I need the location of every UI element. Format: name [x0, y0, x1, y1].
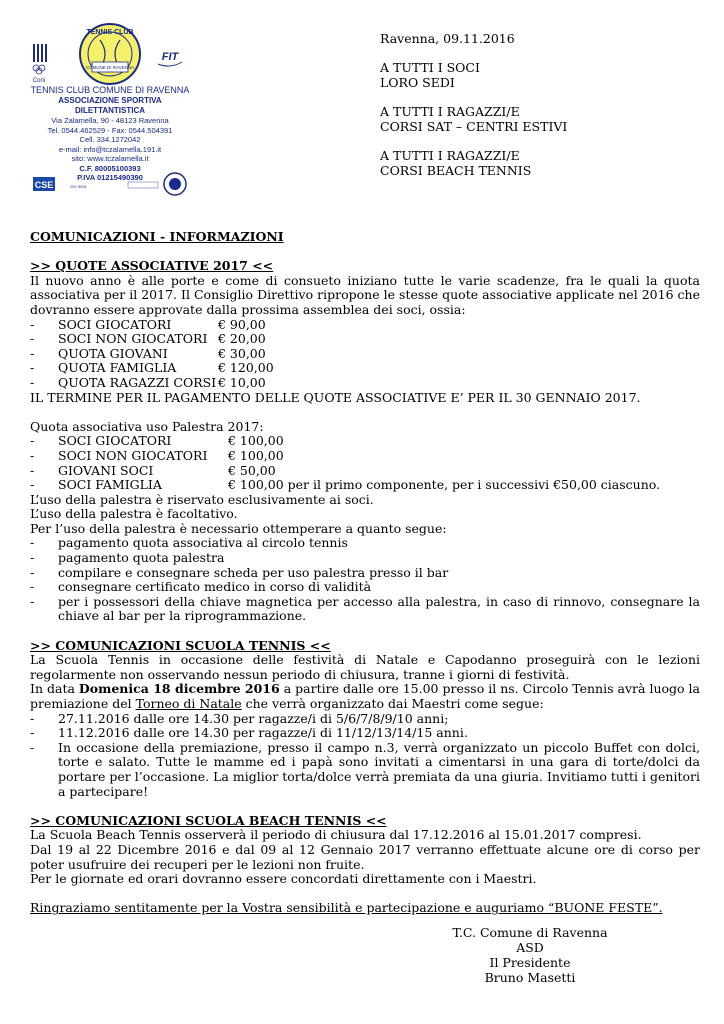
club-address: Via Zalamella, 90 - 48123 Ravenna — [51, 116, 169, 125]
club-tel: Tel. 0544.462529 - Fax: 0544.504391 — [47, 125, 173, 135]
gym-note-optional: L’uso della palestra è facoltativo. — [30, 506, 238, 522]
list-item: - per i possessori della chiave magnetica per accesso alla palestra, in caso di rinnovo, consegnare la chiave al bar per la riprogrammazione. — [30, 593, 700, 624]
list-item: - pagamento quota palestra — [30, 550, 225, 566]
beach-tennis-p1: La Scuola Beach Tennis osserverà il periodo di chiusura dal 17.12.2016 al 15.01.2017 compresi. — [30, 827, 642, 843]
scuola-tennis-p2: In data Domenica 18 dicembre 2016 a partire dalle ore 15.00 presso il ns. Circolo Tennis avrà luogo la premiazione del Torneo di Natale che verrà organizzato dai Maestri come segue: — [30, 681, 701, 711]
gym-intro: Quota associativa uso Palestra 2017: — [30, 418, 264, 434]
fee-list — [30, 318, 700, 391]
club-site: sito: www.tczalamella.it — [71, 154, 149, 163]
coni-logo-icon — [33, 44, 47, 74]
beach-tennis-p2: Dal 19 al 22 Dicembre 2016 e dal 09 al 12 Gennaio 2017 verranno effettuate alcune ore di corso per poter usufruire dei recuperi per le lezioni non fruite. — [30, 841, 700, 872]
signature-org: T.C. Comune di Ravenna ASD — [452, 925, 608, 955]
list-item: - SOCI NON GIOCATORI € 100,00 — [30, 447, 284, 463]
club-cf: C.F. 80005100393 — [79, 163, 141, 173]
club-piva: P.IVA 01215490390 — [77, 173, 143, 182]
svg-text:TENNIS CLUB: TENNIS CLUB — [86, 29, 134, 36]
beach-tennis-p3: Per le giornate ed orari dovranno essere concordati direttamente con i Maestri. — [30, 871, 537, 887]
club-email: e-mail: info@tczalamella.191.it — [58, 144, 162, 154]
list-item: - 27.11.2016 dalle ore 14.30 per ragazze/i di 5/6/7/8/9/10 anni; — [30, 710, 449, 726]
recipients-block — [380, 31, 567, 192]
gym-requirements-list — [30, 536, 700, 624]
gym-fee-list — [30, 434, 700, 492]
section-heading-quote: >> QUOTE ASSOCIATIVE 2017 << — [30, 258, 274, 274]
list-item: - SOCI GIOCATORI € 90,00 — [30, 316, 266, 332]
svg-text:FIT: FIT — [161, 51, 179, 63]
list-item: - compilare e consegnare scheda per uso palestra presso il bar — [30, 564, 449, 580]
quote-intro: Il nuovo anno è alle porte e come di consueto iniziano tutte le varie scadenze, fra le quali la quota associativa per il 2017. Il Consiglio Direttivo ripropone le stesse quote associative applicate nel 2016 che dovranno essere approvate dalla prossima assemblea dei soci, ossia: — [30, 272, 700, 317]
payment-deadline: IL TERMINE PER IL PAGAMENTO DELLE QUOTE ASSOCIATIVE E’ PER IL 30 GENNAIO 2017. — [30, 389, 641, 405]
fit-logo-icon — [158, 51, 182, 66]
gym-requirements-intro: Per l’uso della palestra è necessario ottemperare a quanto segue: — [30, 520, 447, 536]
recipient-corsi-sat: A TUTTI I RAGAZZI/E CORSI SAT – CENTRI ESTIVI — [380, 104, 568, 134]
letterhead-text — [30, 85, 190, 183]
recipient-beach-tennis: A TUTTI I RAGAZZI/E CORSI BEACH TENNIS — [380, 148, 532, 178]
list-item: - pagamento quota associativa al circolo tennis — [30, 535, 348, 551]
svg-text:Coni: Coni — [32, 78, 46, 84]
document-title: COMUNICAZIONI - INFORMAZIONI — [30, 229, 284, 244]
list-item: - SOCI FAMIGLIA € 100,00 per il primo componente, per i successivi €50,00 ciascuno. — [30, 477, 661, 493]
list-item: - QUOTA FAMIGLIA € 120,00 — [30, 360, 274, 376]
list-item: - SOCI GIOCATORI € 100,00 — [30, 433, 284, 449]
association-name: ASSOCIAZIONE SPORTIVA DILETTANTISTICA — [58, 96, 162, 115]
list-item: - QUOTA RAGAZZI CORSI € 10,00 — [30, 374, 266, 390]
recipient-soci: A TUTTI I SOCI LORO SEDI — [380, 60, 480, 90]
signature-name: Bruno Masetti — [484, 970, 576, 985]
letter-body — [30, 230, 700, 916]
list-item: - GIOVANI SOCI € 50,00 — [30, 462, 276, 478]
section-heading-beach-tennis: >> COMUNICAZIONI SCUOLA BEACH TENNIS << — [30, 812, 387, 828]
club-name: TENNIS CLUB COMUNE DI RAVENNA — [30, 85, 190, 95]
closing-greeting: Ringraziamo sentitamente per la Vostra sensibilità e partecipazione e auguriamo “BUONE FESTE”. — [30, 900, 663, 916]
svg-text:ISO 9001: ISO 9001 — [70, 184, 87, 189]
list-item: - 11.12.2016 dalle ore 14.30 per ragazze/i di 11/12/13/14/15 anni. — [30, 725, 468, 741]
list-item: - In occasione della premiazione, presso il campo n.3, verrà organizzato un piccolo Buffet con dolci, torte e salato. Tutte le mamme ed i papà sono invitati a cimentarsi in una gara di torte/dolci da portare per l’occasione. La miglior torta/dolce verrà premiata da una giuria. Invitiamo tutti i genitori a partecipare! — [30, 739, 700, 799]
section-heading-scuola-tennis: >> COMUNICAZIONI SCUOLA TENNIS << — [30, 637, 331, 653]
list-item: - QUOTA GIOVANI € 30,00 — [30, 345, 266, 361]
club-cell: Cell. 334.1272042 — [79, 135, 141, 144]
letter-date: Ravenna, 09.11.2016 — [380, 31, 515, 46]
scuola-tennis-p1: La Scuola Tennis in occasione delle festività di Natale e Capodanno proseguirà con le lezioni regolarmente non osservando nessun periodo di chiusura, tranne i giorni di festività. — [30, 652, 700, 682]
list-item: - consegnare certificato medico in corso di validità — [30, 579, 372, 595]
scuola-tennis-list — [30, 712, 700, 800]
svg-text:COMUNE DI RAVENNA: COMUNE DI RAVENNA — [85, 65, 135, 70]
list-item: - SOCI NON GIOCATORI € 20,00 — [30, 331, 266, 347]
gym-note-reserved: L’uso della palestra è riservato esclusivamente ai soci. — [30, 491, 374, 507]
svg-text:CSE: CSE — [34, 180, 54, 190]
signature-role: Il Presidente — [489, 955, 571, 970]
signature-block — [440, 925, 620, 985]
